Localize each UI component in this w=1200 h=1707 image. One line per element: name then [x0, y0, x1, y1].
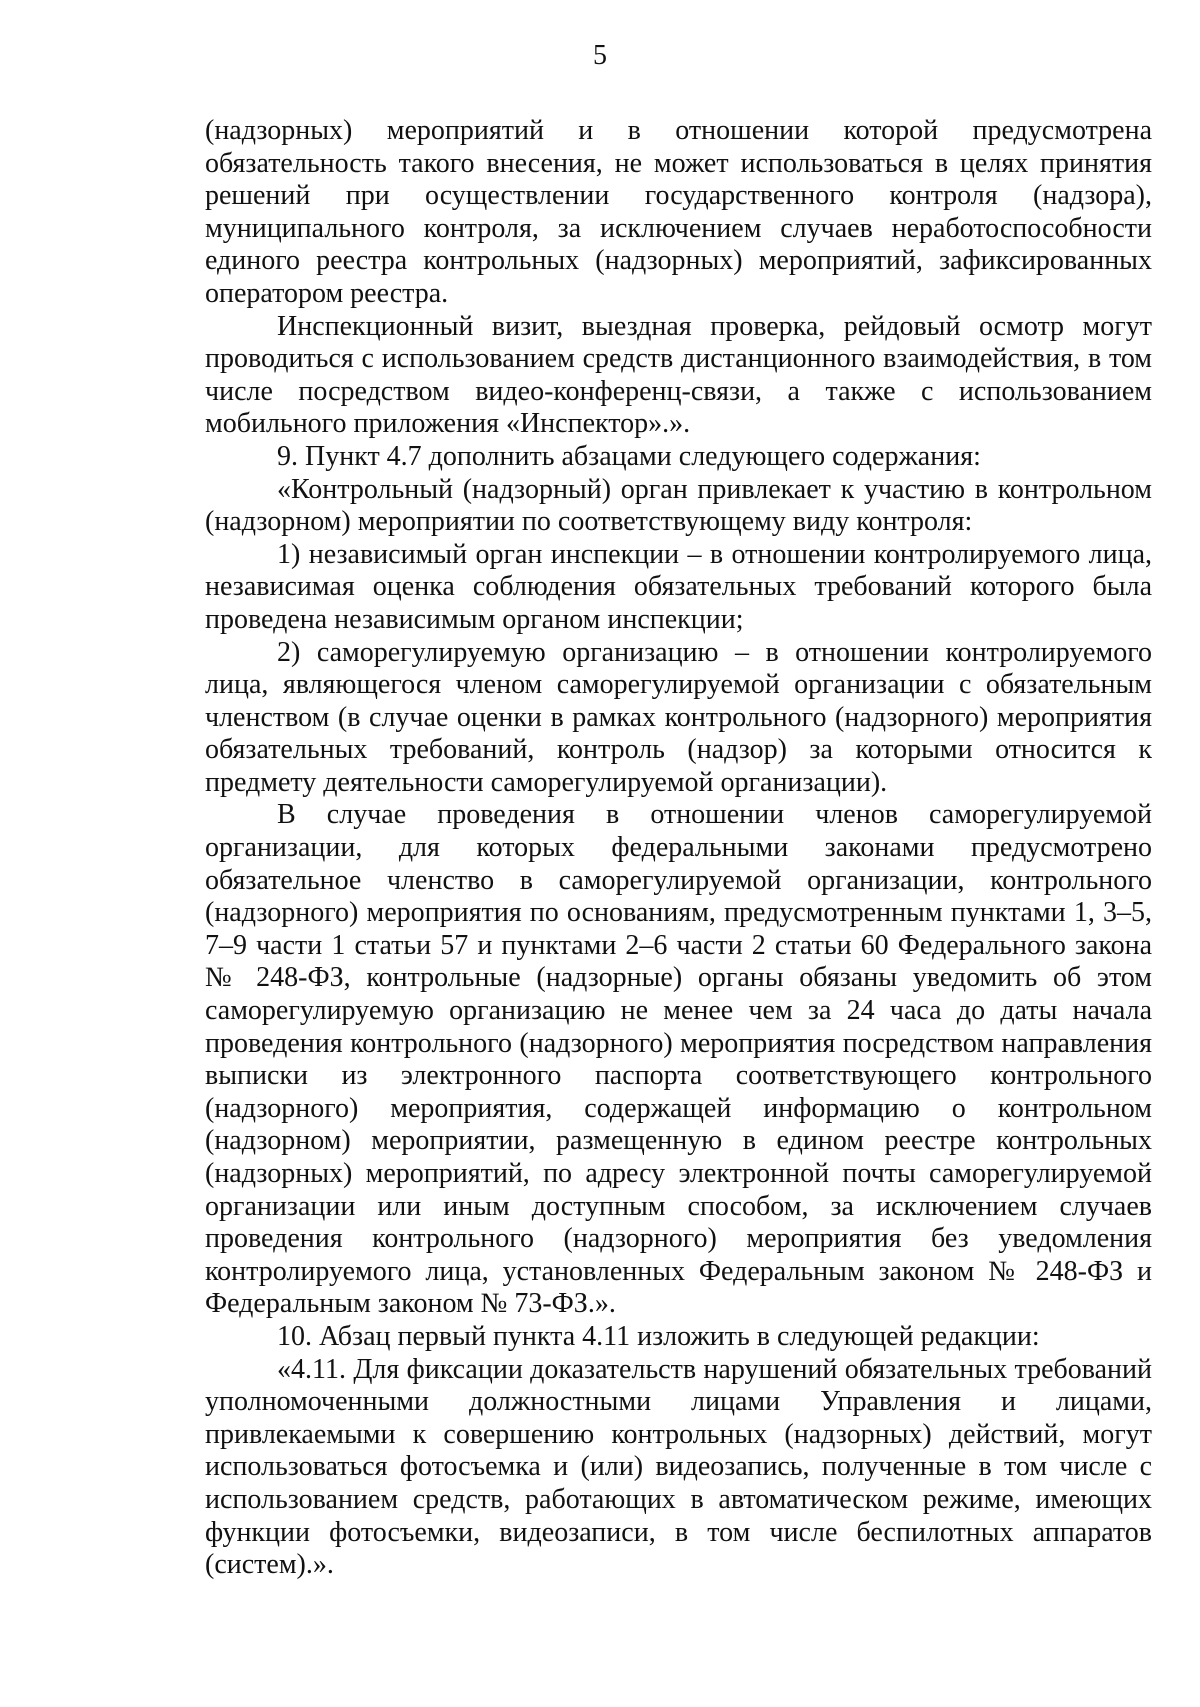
- paragraph-continuation: (надзорных) мероприятий и в отношении которой предусмотрена обязательность такого внесения, не может использоваться в целях принятия решений при осуществлении государственного контроля (надзора), муниципального контроля, за исключением случаев неработоспособности единого реестра контрольных (надзорных) мероприятий, зафиксированных оператором реестра.: [205, 115, 1152, 309]
- paragraph-item-10: 10. Абзац первый пункта 4.11 изложить в следующей редакции:: [277, 1320, 1040, 1352]
- paragraph-inspection-visit: Инспекционный визит, выездная проверка, рейдовый осмотр могут проводиться с использованием средств дистанционного взаимодействия, в том числе посредством видео-конференц-связи, а также с использованием мобильного приложения «Инспектор».».: [205, 310, 1152, 440]
- list-item-2: 2) саморегулируемую организацию – в отношении контролируемого лица, являющегося членом саморегулируемой организации с обязательным членством (в случае оценки в рамках контрольного (надзорного) мероприятия обязательных требований, контроль (надзор) за которыми относится к предмету деятельности саморегулируемой организации).: [205, 636, 1152, 798]
- list-item-1: 1) независимый орган инспекции – в отношении контролируемого лица, независимая оценка соблюдения обязательных требований которого была проведена независимым органом инспекции;: [205, 538, 1152, 635]
- paragraph-sro-notification: В случае проведения в отношении членов саморегулируемой организации, для которых федеральными законами предусмотрено обязательное членство в саморегулируемой организации, контрольного (надзорного) мероприятия по основаниям, предусмотренным пунктами 1, 3–5, 7–9 части 1 статьи 57 и пунктами 2–6 части 2 статьи 60 Федерального закона № 248-ФЗ, контрольные (надзорные) органы обязаны уведомить об этом саморегулируемую организацию не менее чем за 24 часа до даты начала проведения контрольного (надзорного) мероприятия посредством направления выписки из электронного паспорта соответствующего контрольного (надзорного) мероприятия, содержащей информацию о контрольном (надзорном) мероприятии, размещенную в едином реестре контрольных (надзорных) мероприятий, по адресу электронной почты саморегулируемой организации или иным доступным способом, за исключением случаев проведения контрольного (надзорного) мероприятия без уведомления контролируемого лица, установленных Федеральным законом № 248-ФЗ и Федеральным законом № 73-ФЗ.».: [205, 799, 1152, 1320]
- paragraph-item-9: 9. Пункт 4.7 дополнить абзацами следующего содержания:: [277, 440, 981, 472]
- page-number: 5: [593, 40, 607, 71]
- paragraph-control-body: «Контрольный (надзорный) орган привлекает к участию в контрольном (надзорном) мероприятии по соответствующему виду контроля:: [205, 473, 1152, 538]
- document-body: [205, 115, 1152, 1582]
- paragraph-item-4-11: «4.11. Для фиксации доказательств нарушений обязательных требований уполномоченными должностными лицами Управления и лицами, привлекаемыми к совершению контрольных (надзорных) действий, могут использоваться фотосъемка и (или) видеозапись, полученные в том числе с использованием средств, работающих в автоматическом режиме, имеющих функции фотосъемки, видеозаписи, в том числе беспилотных аппаратов (систем).».: [205, 1353, 1152, 1581]
